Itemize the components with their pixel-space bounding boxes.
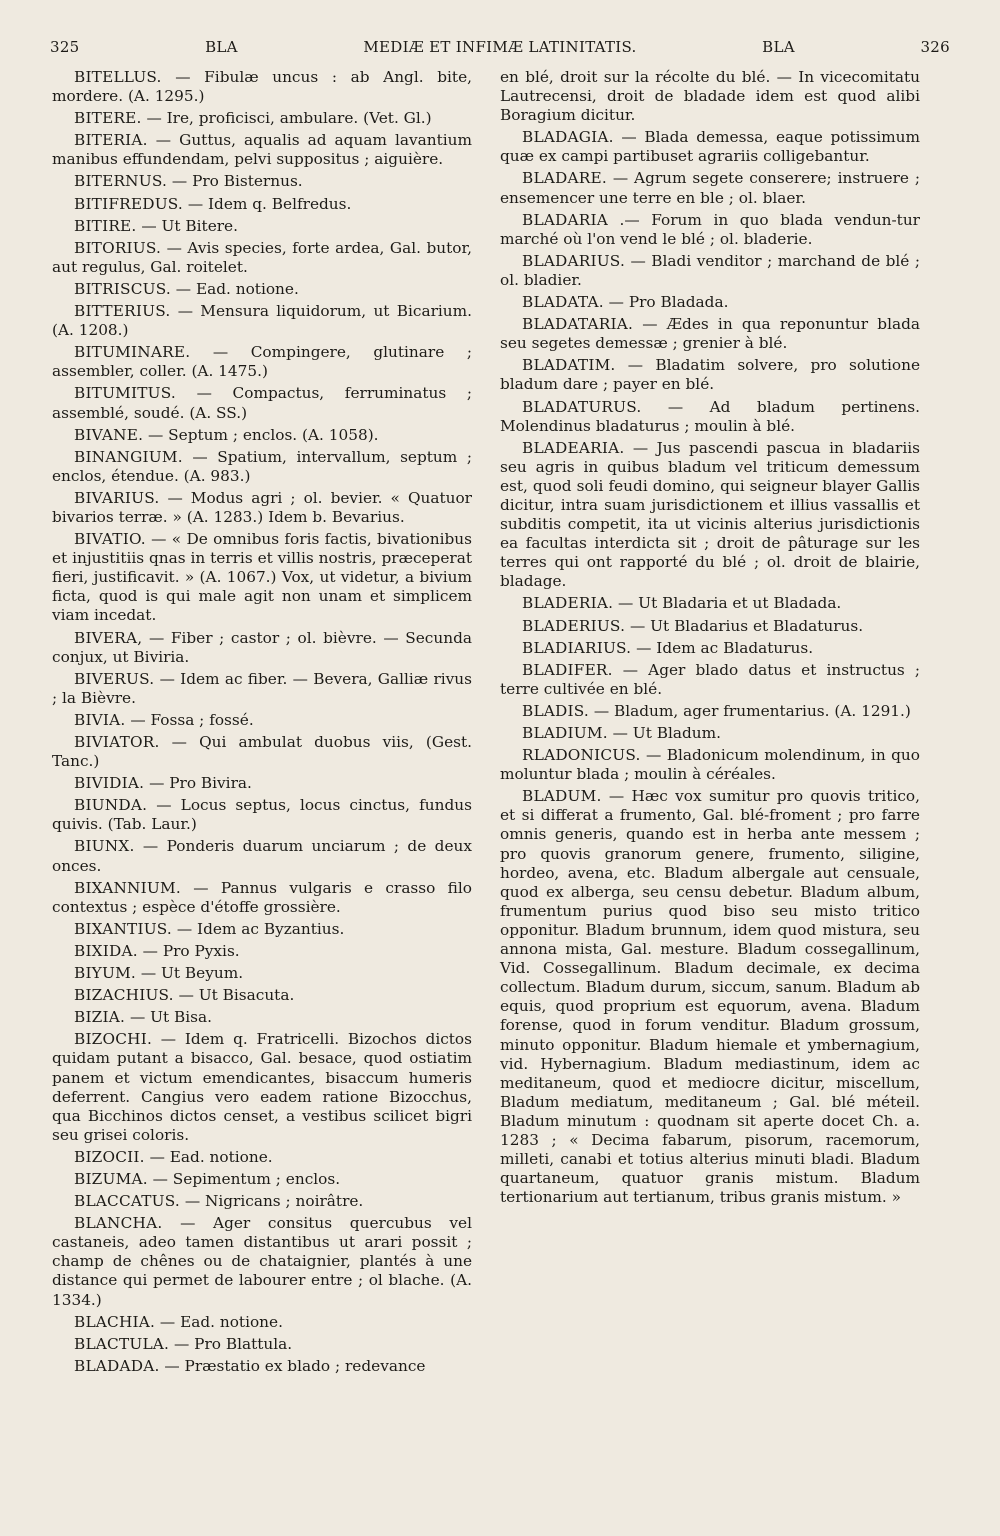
entry-headword: BITRISCUS. bbox=[74, 279, 171, 298]
entry-definition: — Ponderis duarum unciarum ; de deux onces. bbox=[52, 837, 472, 875]
entry-headword: BITELLUS. bbox=[74, 68, 162, 86]
entry-headword: BITORIUS. bbox=[74, 238, 162, 257]
dictionary-entry bbox=[52, 837, 472, 875]
entry-definition: — Fibulæ uncus : ab Angl. bite, mordere. (A. 1295.) bbox=[52, 68, 472, 106]
entry-definition: — « De omnibus foris factis, bivationibus et injustitiis qnas in terris et villis nostris, præceperat fieri, justificavit. » (A. 1067.) Vox, ut videtur, a bivium ficta, quod is qui male agit non unam et simplicem viam incedat. bbox=[52, 530, 472, 625]
entry-headword: BLACCATUS. bbox=[74, 1192, 180, 1211]
entry-headword: BIXIDA. bbox=[74, 941, 138, 960]
entry-definition: — Pro Bladada. bbox=[603, 293, 729, 312]
dictionary-entry bbox=[52, 217, 472, 236]
running-head-left: BLA bbox=[205, 38, 238, 56]
dictionary-entry bbox=[500, 594, 920, 613]
entry-definition: — Ut Bisacuta. bbox=[173, 986, 295, 1005]
continued-entry: en blé, droit sur la récolte du blé. — In vicecomitatu Lautrecensi, droit de bladade idem est quod alibi Boragium dicitur. bbox=[500, 68, 920, 125]
dictionary-entry bbox=[52, 711, 472, 730]
entry-headword: BITUMINARE. bbox=[74, 343, 191, 362]
dictionary-entry bbox=[52, 1335, 472, 1354]
entry-definition: — Compingere, glutinare ; assembler, coller. (A. 1475.) bbox=[52, 343, 472, 381]
entry-headword: BIVERA, bbox=[74, 628, 143, 647]
entry-definition: — Bladatim solvere, pro solutione bladum dare ; payer en blé. bbox=[500, 356, 920, 394]
entry-definition: — Pro Bisternus. bbox=[167, 172, 303, 191]
entry-headword: BLADAGIA. bbox=[522, 128, 614, 147]
entry-headword: BLADERIUS. bbox=[522, 616, 626, 635]
entry-headword: BLACHIA. bbox=[74, 1312, 156, 1331]
dictionary-entry bbox=[52, 280, 472, 299]
dictionary-entry bbox=[52, 629, 472, 667]
entry-headword: BLADIS. bbox=[522, 701, 589, 720]
dictionary-entry bbox=[52, 68, 472, 106]
dictionary-entry bbox=[52, 489, 472, 527]
running-title: MEDIÆ ET INFIMÆ LATINITATIS. bbox=[363, 38, 637, 56]
dictionary-entry bbox=[52, 1313, 472, 1332]
dictionary-entry bbox=[500, 398, 920, 436]
entry-definition: — Idem ac fiber. — Bevera, Galliæ rivus ; la Bièvre. bbox=[52, 669, 472, 707]
entry-headword: BLADIUM. bbox=[522, 724, 608, 742]
entry-headword: BIXANNIUM. bbox=[74, 878, 181, 897]
entry-headword: BITERNUS. bbox=[74, 172, 168, 191]
entry-headword: BLADATARIA. bbox=[522, 315, 634, 334]
entry-definition: — Septum ; enclos. (A. 1058). bbox=[143, 425, 379, 444]
dictionary-entry bbox=[52, 879, 472, 917]
entry-definition: — Jus pascendi pascua in bladariis seu agris in quibus bladum vel triticum demessum est, quod soli feudi domino, qui seigneur blayer Gallis dicitur, intra suam jurisdictionem et illius vassallis et subditis competit, ita ut vicinis alterius jurisdictionis ea facultas interdicta sit ; droit de pâturage sur les terres qui ont rapporté du blé ; ol. droit de blairie, bladage. bbox=[500, 438, 920, 591]
dictionary-entry bbox=[52, 343, 472, 381]
dictionary-entry bbox=[500, 746, 920, 784]
entry-definition: — Spatium, intervallum, septum ; enclos, étendue. (A. 983.) bbox=[52, 447, 472, 485]
dictionary-entry bbox=[52, 109, 472, 128]
entry-headword: BITERE. bbox=[74, 109, 142, 128]
entry-headword: BLADEARIA. bbox=[522, 438, 625, 457]
entry-definition: — Ad bladum pertinens. Molendinus bladaturus ; moulin à blé. bbox=[500, 397, 920, 435]
dictionary-entry bbox=[52, 1192, 472, 1211]
entry-definition: — Ager consitus quercubus vel castaneis, adeo tamen distantibus ut arari possit ; champ de chênes ou de chataignier, plantés à une distance qui permet de labourer entre ; ol blache. (A. 1334.) bbox=[52, 1214, 472, 1309]
entry-definition: — Ut Bladarius et Bladaturus. bbox=[625, 616, 864, 635]
entry-definition: — Ead. notione. bbox=[170, 279, 299, 298]
page-number-right: 326 bbox=[920, 38, 950, 56]
dictionary-entry bbox=[52, 774, 472, 793]
dictionary-entry bbox=[52, 1148, 472, 1167]
entry-definition: — Bladum, ager frumentarius. (A. 1291.) bbox=[588, 701, 911, 720]
entry-headword: BIZOCHI. bbox=[74, 1030, 153, 1049]
entry-headword: BIVIDIA. bbox=[74, 774, 145, 793]
dictionary-entry bbox=[500, 293, 920, 312]
dictionary-entry bbox=[52, 239, 472, 277]
entry-headword: BLADATIM. bbox=[522, 356, 616, 375]
dictionary-entry bbox=[500, 439, 920, 592]
dictionary-entry bbox=[52, 733, 472, 771]
dictionary-entry bbox=[52, 172, 472, 191]
entry-definition: .— Forum in quo blada vendun-tur marché où l'on vend le blé ; ol. bladerie. bbox=[500, 210, 920, 248]
right-column bbox=[500, 68, 920, 1210]
entry-definition: — Pro Bivira. bbox=[144, 774, 252, 793]
entry-headword: BLACTULA. bbox=[74, 1334, 170, 1353]
dictionary-entry bbox=[52, 1170, 472, 1189]
entry-definition: — Idem q. Belfredus. bbox=[182, 194, 352, 213]
entry-definition: — Sepimentum ; enclos. bbox=[147, 1169, 341, 1188]
entry-headword: RLADONICUS. bbox=[522, 746, 641, 765]
dictionary-entry bbox=[500, 211, 920, 249]
entry-definition: — Blada demessa, eaque potissimum quæ ex campi partibuset agrariis colligebantur. bbox=[500, 128, 920, 166]
entry-definition: — Hæc vox sumitur pro quovis tritico, et si differat a frumento, Gal. blé-froment ; pro farre omnis generis, quando est in herba ante messem ; pro quovis granorum genere, frumento, siligine, hordeo, avena, etc. Bladum albergale aut censuale, quod ex alberga, seu censu debetur. Bladum album, frumentum purius quod biso seu misto tritico opponitur. Bladum brunnum, idem quod mistura, seu annona mista, Gal. mesture. Bladum cossegallinum, Vid. Cossegallinum. Bladum decimale, ex decima collectum. Bladum durum, siccum, sanum. Bladum ab equis, quod proprium est equorum, avena. Bladum forense, quod in forum venditur. Bladum grossum, minuto opponitur. Bladum hiemale et ymbernagium, vid. Hybernagium. Bladum mediastinum, idem ac meditaneum, quod et mediocre dicitur, miscellum, Bladum mediatum, meditaneum ; Gal. blé méteil. Bladum minutum : quodnam sit aperte docet Ch. a. 1283 ; « Decima fabarum, pisorum, racemorum, milleti, canabi et totius alterius minuti bladi. Bladum quartaneum, quatuor granis mistum. Bladum tertionarium aut tertianum, tribus granis mistum. » bbox=[500, 787, 920, 1207]
entry-headword: BLADIFER. bbox=[522, 660, 613, 679]
entry-definition: — Idem ac Bladaturus. bbox=[631, 638, 814, 657]
dictionary-entry bbox=[52, 1008, 472, 1027]
entry-definition: — Ædes in qua reponuntur blada seu segetes demessæ ; grenier à blé. bbox=[500, 315, 920, 353]
left-column bbox=[52, 68, 472, 1379]
entry-definition: — Præstatio ex blado ; redevance bbox=[159, 1356, 426, 1375]
entry-headword: BLADARIUS. bbox=[522, 251, 626, 270]
entry-definition: — Ut Bitere. bbox=[136, 216, 238, 235]
entry-definition: — Pro Pyxis. bbox=[137, 941, 240, 960]
dictionary-entry bbox=[500, 252, 920, 290]
entry-definition: — Pro Blattula. bbox=[169, 1334, 293, 1353]
entry-definition: — Locus septus, locus cinctus, fundus quivis. (Tab. Laur.) bbox=[52, 796, 472, 834]
dictionary-entry bbox=[500, 661, 920, 699]
entry-definition: — Ut Bladaria et ut Bladada. bbox=[613, 594, 842, 613]
dictionary-entry bbox=[52, 1030, 472, 1145]
entry-headword: BLADATURUS. bbox=[522, 397, 642, 416]
dictionary-entry bbox=[52, 195, 472, 214]
entry-definition: — Ut Beyum. bbox=[136, 964, 244, 983]
dictionary-entry bbox=[500, 617, 920, 636]
entry-headword: BLADARIA bbox=[522, 210, 608, 229]
entry-definition: — Mensura liquidorum, ut Bicarium. (A. 1208.) bbox=[52, 302, 472, 340]
entry-definition: — Fossa ; fossé. bbox=[125, 710, 254, 729]
entry-headword: BIUNX. bbox=[74, 837, 135, 856]
dictionary-entry bbox=[500, 724, 920, 743]
dictionary-entry bbox=[52, 426, 472, 445]
entry-definition: — Idem ac Byzantius. bbox=[172, 919, 345, 938]
dictionary-entry bbox=[52, 384, 472, 422]
dictionary-entry bbox=[52, 920, 472, 939]
entry-definition: — Qui ambulat duobus viis, (Gest. Tanc.) bbox=[52, 733, 472, 771]
dictionary-entry bbox=[52, 448, 472, 486]
entry-definition: — Ut Bladum. bbox=[607, 724, 721, 742]
entry-definition: — Guttus, aqualis ad aquam lavantium manibus effundendam, pelvi suppositus ; aiguière. bbox=[52, 131, 472, 169]
entry-headword: BIZIA. bbox=[74, 1008, 126, 1027]
entry-headword: BIVATIO. bbox=[74, 530, 146, 549]
entry-definition: — Avis species, forte ardea, Gal. butor, aut regulus, Gal. roitelet. bbox=[52, 238, 472, 276]
dictionary-entry bbox=[52, 964, 472, 983]
dictionary-entry bbox=[52, 986, 472, 1005]
entry-headword: BITUMITUS. bbox=[74, 384, 176, 403]
entry-definition: — Ead. notione. bbox=[144, 1147, 273, 1166]
entry-headword: BIVANE. bbox=[74, 425, 144, 444]
dictionary-entry bbox=[52, 796, 472, 834]
entry-headword: BINANGIUM. bbox=[74, 447, 183, 466]
entry-headword: BIVIATOR. bbox=[74, 733, 160, 751]
entry-headword: BIZUMA. bbox=[74, 1169, 148, 1188]
dictionary-entry bbox=[52, 1214, 472, 1309]
dictionary-entry bbox=[52, 942, 472, 961]
entry-headword: BLADADA. bbox=[74, 1356, 160, 1375]
entry-definition: — Bladi venditor ; marchand de blé ; ol. bladier. bbox=[500, 251, 920, 289]
entry-headword: BLADERIA. bbox=[522, 594, 614, 613]
entry-definition: — Ire, proficisci, ambulare. (Vet. Gl.) bbox=[141, 109, 432, 128]
entry-definition: — Ead. notione. bbox=[155, 1312, 283, 1331]
dictionary-entry bbox=[52, 131, 472, 169]
dictionary-entry bbox=[500, 639, 920, 658]
entry-headword: BIYUM. bbox=[74, 964, 136, 983]
dictionary-entry bbox=[500, 169, 920, 207]
page-number-left: 325 bbox=[50, 38, 80, 56]
entry-headword: BIVIA. bbox=[74, 710, 126, 729]
entry-headword: BLADARE. bbox=[522, 169, 607, 188]
entry-headword: BLADIARIUS. bbox=[522, 638, 632, 657]
entry-headword: BIUNDA. bbox=[74, 796, 148, 815]
dictionary-entry bbox=[52, 302, 472, 340]
entry-definition: — Fiber ; castor ; ol. bièvre. — Secunda conjux, ut Biviria. bbox=[52, 628, 472, 666]
entry-headword: BITERIA. bbox=[74, 131, 148, 150]
dictionary-entry bbox=[500, 128, 920, 166]
entry-headword: BIZACHIUS. bbox=[74, 986, 174, 1005]
entry-headword: BIZOCII. bbox=[74, 1147, 145, 1166]
entry-headword: BLANCHA. bbox=[74, 1214, 163, 1233]
dictionary-entry bbox=[500, 315, 920, 353]
entry-headword: BITTERIUS. bbox=[74, 302, 171, 321]
entry-definition: — Agrum segete conserere; instruere ; ensemencer une terre en ble ; ol. blaer. bbox=[500, 169, 920, 207]
entry-headword: BIXANTIUS. bbox=[74, 919, 172, 938]
entry-definition: — Modus agri ; ol. bevier. « Quatuor bivarios terræ. » (A. 1283.) Idem b. Bevarius. bbox=[52, 488, 472, 526]
entry-definition: — Pannus vulgaris e crasso filo contextus ; espèce d'étoffe grossière. bbox=[52, 878, 472, 916]
dictionary-entry bbox=[500, 356, 920, 394]
dictionary-entry bbox=[52, 670, 472, 708]
dictionary-entry bbox=[500, 787, 920, 1207]
entry-headword: BITIRE. bbox=[74, 216, 137, 235]
entry-definition: — Ut Bisa. bbox=[125, 1008, 212, 1027]
entry-headword: BIVERUS. bbox=[74, 669, 155, 688]
entry-headword: BITIFREDUS. bbox=[74, 194, 183, 213]
dictionary-entry bbox=[500, 702, 920, 721]
entry-definition: — Nigricans ; noirâtre. bbox=[179, 1192, 364, 1211]
running-head-right: BLA bbox=[762, 38, 795, 56]
entry-definition: — Ager blado datus et instructus ; terre cultivée en blé. bbox=[500, 660, 920, 698]
entry-definition: — Idem q. Fratricelli. Bizochos dictos quidam putant a bisacco, Gal. besace, quod ostiatim panem et victum emendicantes, bisaccum humeris deferrent. Cangius vero eadem ratione Bizocchus, qua Bicchinos dictos censet, a vestibus scilicet bigri seu grisei coloris. bbox=[52, 1030, 472, 1144]
entry-definition: — Compactus, ferruminatus ; assemblé, soudé. (A. SS.) bbox=[52, 384, 472, 422]
entry-headword: BIVARIUS. bbox=[74, 488, 160, 507]
running-header bbox=[50, 38, 950, 62]
dictionary-entry bbox=[52, 530, 472, 625]
entry-headword: BLADUM. bbox=[522, 787, 602, 806]
dictionary-entry bbox=[52, 1357, 472, 1376]
entry-headword: BLADATA. bbox=[522, 293, 604, 312]
entry-definition: — Bladonicum molendinum, in quo moluntur blada ; moulin à céréales. bbox=[500, 746, 920, 784]
